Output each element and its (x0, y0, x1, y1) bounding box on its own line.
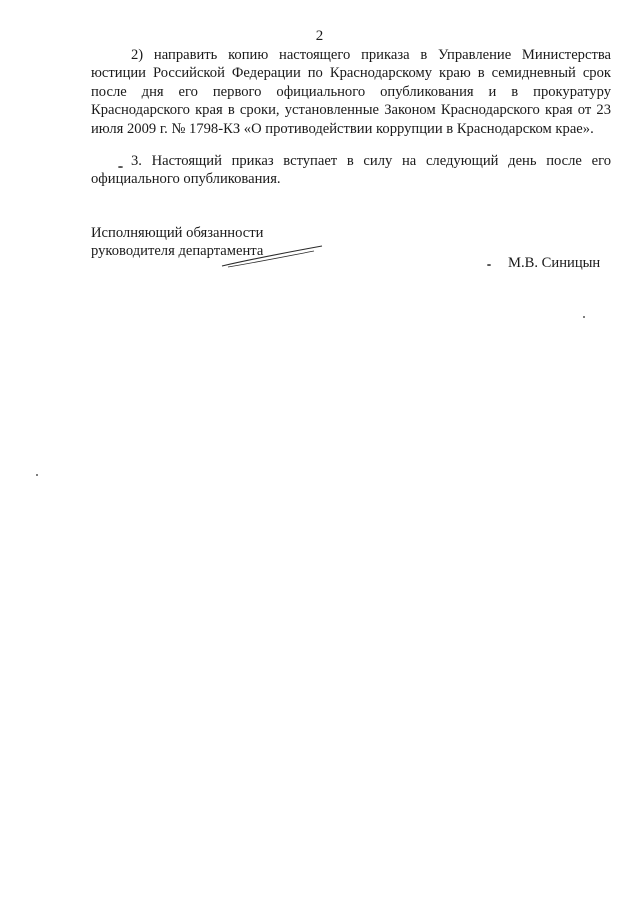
paragraph-item-3: 3. Настоящий приказ вступает в силу на следующий день после его официального опубликования. (91, 153, 611, 188)
scan-speck (118, 166, 123, 168)
page-number: 2 (315, 28, 324, 44)
scan-speck (583, 316, 585, 318)
signer-position-line1: Исполняющий обязанности (91, 225, 264, 241)
signer-name: М.В. Синицын (508, 255, 601, 271)
scan-speck (487, 264, 491, 266)
scan-speck (36, 474, 38, 476)
document-body (91, 46, 611, 189)
paragraph-item-2: 2) направить копию настоящего приказа в Управление Министерства юстиции Российской Федерации по Краснодарскому краю в семидневный срок после дня его первого официального опубликования и в прокуратуру Краснодарского края в сроки, установленные Законом Краснодарского края от 23 июля 2009 г. № 1798-КЗ «О противодействии коррупции в Краснодарском крае». (91, 47, 611, 137)
signer-position-line2: руководителя департамента (91, 243, 264, 260)
handwritten-signature (218, 240, 328, 270)
